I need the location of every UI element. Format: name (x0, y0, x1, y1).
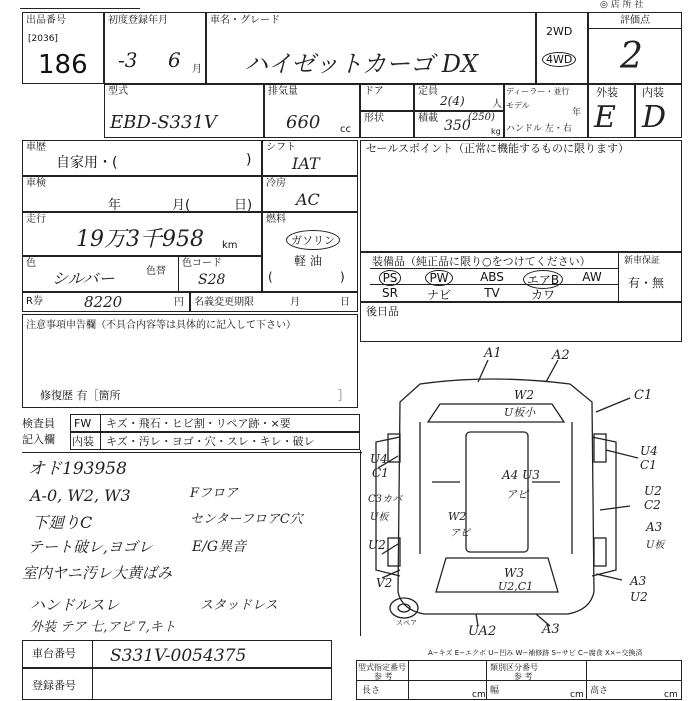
dmg-a4u3: A4 U3 (502, 468, 540, 482)
wheel-rr (594, 538, 606, 566)
car-name: ハイゼットカーゴ DX (244, 50, 479, 78)
transfer-day: 日 (340, 297, 350, 308)
spec-div-1 (408, 660, 409, 700)
fuel-close: ) (340, 270, 345, 284)
eq-aw: AW (582, 270, 602, 284)
displacement-value: 660 (286, 112, 321, 133)
lot-label: 出品番号 (26, 15, 66, 26)
sales-point-box (360, 140, 682, 252)
dmg-u4-left: U4 (370, 452, 388, 466)
score-rule (588, 28, 682, 29)
inspection-year: 年 (108, 198, 122, 213)
chassis-value: S331V-0054375 (110, 646, 247, 666)
color-label: 色 (26, 258, 36, 269)
inspection-month: 月( (172, 198, 191, 213)
drive-4wd: 4WD (542, 52, 576, 67)
hand-note-2: 下廻りC (32, 513, 93, 532)
fw-label: FW (74, 417, 92, 430)
transfer-label: 名義変更期限 (194, 297, 254, 308)
capacity-unit: 人 (492, 99, 502, 110)
drive-2wd: 2WD (546, 25, 573, 38)
handle-label: ハンドル 左・右 (506, 124, 572, 134)
spec-height-unit: cm (664, 690, 678, 700)
dmg-ua2: UA2 (468, 624, 497, 639)
leader-a3 (596, 574, 622, 580)
fuel-light-oil: 軽 油 (294, 254, 322, 268)
hand-note-3: テート破レ,ヨゴレ (28, 538, 153, 556)
ac-label: 冷房 (266, 178, 286, 189)
color-divider (178, 256, 179, 292)
hand-note-right-0: Fフロア (190, 486, 239, 501)
mileage-label: 走行 (26, 214, 46, 225)
hand-note-1: A-0, W2, W3 (30, 486, 131, 505)
mileage-unit: km (222, 240, 238, 251)
spec-tag-2: 参 考 (514, 672, 533, 681)
capacity-value: 2(4) (440, 94, 465, 108)
dmg-api-b: アピ (450, 528, 470, 539)
recycle-unit: 円 (174, 297, 184, 308)
car-roof (428, 404, 564, 422)
spare-tire (390, 598, 418, 618)
eq-navi: ナビ (426, 288, 451, 302)
inspection-box (22, 176, 262, 212)
dmg-u4-right: U4 (640, 444, 658, 458)
dmg-c2: C2 (644, 498, 661, 512)
eq-leather: カワ (530, 288, 555, 302)
spec-div-3 (586, 660, 587, 700)
load-label: 積載 (418, 113, 438, 124)
eq-ps: PS (370, 270, 410, 286)
hand-note-right-2: E/G異音 (192, 539, 247, 555)
shift-value: IAT (292, 154, 320, 173)
hand-note-4: 室内ヤニ汚レ大黄ばみ (22, 564, 173, 582)
color-value: シルバー (52, 269, 115, 288)
repair-label: 修復歴 有［箇所 (40, 389, 121, 402)
spec-height: 高さ (590, 686, 609, 696)
dmg-w2: W2 (514, 388, 534, 402)
rear-seat-box (360, 302, 682, 342)
model-label: 型式 (108, 86, 128, 97)
recycle-value: 8220 (84, 293, 123, 311)
spec-tag-6: 型式指定番号 (358, 663, 406, 672)
eq-rule-1 (370, 268, 618, 269)
spec-tag-7: 参 考 (374, 672, 393, 681)
dealer-label: ディーラー・並行 (506, 87, 570, 96)
top-strip-text: ◎ 店 所 社 (600, 0, 644, 10)
model-year-unit: 年 (572, 108, 582, 118)
first-reg-month: 6 (168, 48, 181, 72)
registration-label: 登録番号 (32, 679, 76, 692)
eq-divider (618, 252, 619, 302)
eq-airbag: エアB (518, 270, 568, 289)
interior-label: 内装 (642, 86, 664, 99)
color-change-label: 色替 (146, 266, 166, 277)
dmg-u2-rb: U2 (630, 590, 648, 604)
leader-a2 (546, 360, 558, 382)
car-name-label: 車名・グレード (210, 15, 280, 26)
spec-width-unit: cm (570, 690, 584, 700)
chassis-label: 車台番号 (32, 647, 76, 660)
spec-length: 長さ (362, 686, 381, 696)
notes-area-rule (22, 452, 362, 453)
rear-seat-label: 後日品 (366, 305, 399, 318)
model-year-label: モデル (506, 101, 530, 110)
drive-box (536, 12, 588, 84)
eq-tv: TV (484, 286, 500, 300)
sales-point-label: セールスポイント（正常に機能するものに限ります） (366, 142, 630, 155)
inspection-day: 日) (234, 198, 253, 213)
leader-u2r (600, 506, 630, 510)
displacement-unit: cc (340, 124, 351, 135)
top-rule (20, 8, 140, 9)
dmg-w3: W3 (504, 566, 524, 580)
load-value: 350 (444, 118, 471, 134)
hand-note-6: 外装 テア 七,アピ 7,キト (30, 620, 176, 635)
fuel-open: ( (268, 270, 273, 284)
hand-note-0: オド193958 (28, 459, 127, 479)
score-label: 評価点 (620, 15, 650, 26)
inspection-label: 車検 (26, 178, 46, 189)
ac-value: AC (296, 190, 320, 209)
dmg-a3-r: A3 (646, 520, 663, 534)
equipment-label: 装備品（純正品に限り○をつけてください） (372, 255, 591, 268)
shift-label: シフト (266, 142, 296, 153)
hand-note-5: ハンドルスレ (30, 596, 120, 614)
new-car-value: 有・無 (628, 276, 665, 290)
dmg-u2c1: U2,C1 (498, 580, 534, 593)
spare-label: スペア (396, 619, 417, 627)
hand-note-right-3: スタッドレス (200, 598, 278, 613)
spec-width: 幅 (490, 686, 500, 696)
color-code: S28 (198, 272, 226, 288)
entry-label: 記入欄 (22, 433, 55, 446)
first-reg-year: -3 (118, 48, 138, 72)
hand-note-right-1: センターフロアC穴 (190, 512, 303, 527)
dmg-u-plate-l: U板 (370, 512, 389, 523)
dmg-c1-right: C1 (640, 458, 657, 472)
color-code-label: 色コード (182, 258, 222, 269)
int-items: キズ・汚レ・ヨゴ・穴・スレ・キレ・破レ (106, 435, 315, 448)
first-reg-label: 初度登録年月 (108, 15, 168, 26)
leader-u4r (606, 450, 638, 458)
spec-length-unit: cm (472, 690, 486, 700)
dmg-c1-left: C1 (372, 466, 389, 480)
dmg-a1: A1 (484, 346, 502, 361)
dmg-u2-r: U2 (644, 484, 662, 498)
shape-label: 形状 (364, 113, 384, 124)
load-note: (250) (468, 112, 495, 123)
load-unit: kg (491, 127, 501, 136)
spec-tag-1: 類別区分番号 (490, 663, 538, 672)
transfer-month: 月 (290, 297, 300, 308)
exterior-grade: E (594, 100, 616, 135)
leader-c1 (596, 398, 630, 412)
dmg-c1-top: C1 (634, 388, 653, 403)
eq-abs: ABS (480, 270, 504, 284)
repair-close: ］ (338, 389, 349, 402)
recycle-label: R券 (26, 296, 43, 307)
history-label: 車歴 (26, 142, 46, 153)
lot-number: 186 (38, 50, 88, 80)
displacement-label: 排気量 (268, 86, 298, 97)
interior-grade: D (642, 100, 667, 135)
score-value: 2 (620, 36, 643, 77)
history-value: 自家用・( (56, 155, 118, 171)
history-close: ) (246, 152, 252, 168)
dmg-api: アピ (506, 488, 528, 501)
car-body-outline (398, 379, 594, 614)
first-reg-month-unit: 月 (192, 64, 202, 75)
dmg-a3-bottom: A3 (542, 622, 560, 637)
eq-sr: SR (382, 286, 398, 300)
car-rear-window (436, 558, 558, 592)
checker-label: 検査員 (22, 417, 55, 430)
new-car-label: 新車保証 (624, 256, 661, 266)
dmg-u2-l: U2 (368, 538, 386, 552)
dmg-w2b: W2 (448, 510, 467, 523)
right-side (592, 437, 616, 576)
dmg-c3-cover: C3カバ (368, 494, 403, 505)
spec-div-2 (486, 660, 487, 700)
lot-sub: [2036] (28, 34, 58, 44)
fuel-label: 燃料 (266, 214, 286, 225)
exterior-label: 外装 (596, 86, 618, 99)
dmg-a3-rb: A3 (630, 574, 647, 588)
door-label: ドア (364, 86, 384, 97)
inspector-divider (100, 414, 101, 450)
dmg-a2: A2 (552, 348, 570, 363)
dmg-v2: V2 (376, 576, 393, 590)
model-value: EBD-S331V (110, 112, 217, 133)
dmg-u-plate-r: U板 (646, 540, 665, 551)
eq-pw: PW (414, 270, 464, 286)
mileage-value: 19万3千958 (76, 227, 204, 252)
dmg-u-plate: U板小 (504, 406, 536, 419)
capacity-label: 定員 (418, 86, 438, 97)
notes-label: 注意事項申告欄（不具合内容等は具体的に記入して下さい） (26, 320, 296, 331)
int-label: 内装 (72, 435, 94, 448)
ext-items: キズ・飛石・ヒビ割・リペア跡・×要 (106, 417, 291, 430)
fuel-gasoline: ガソリン (286, 230, 340, 250)
damage-legend: A−キズ E−エクボ U−凹み W−補修跡 S−サビ C−腐食 X×−交換済 (428, 649, 643, 657)
